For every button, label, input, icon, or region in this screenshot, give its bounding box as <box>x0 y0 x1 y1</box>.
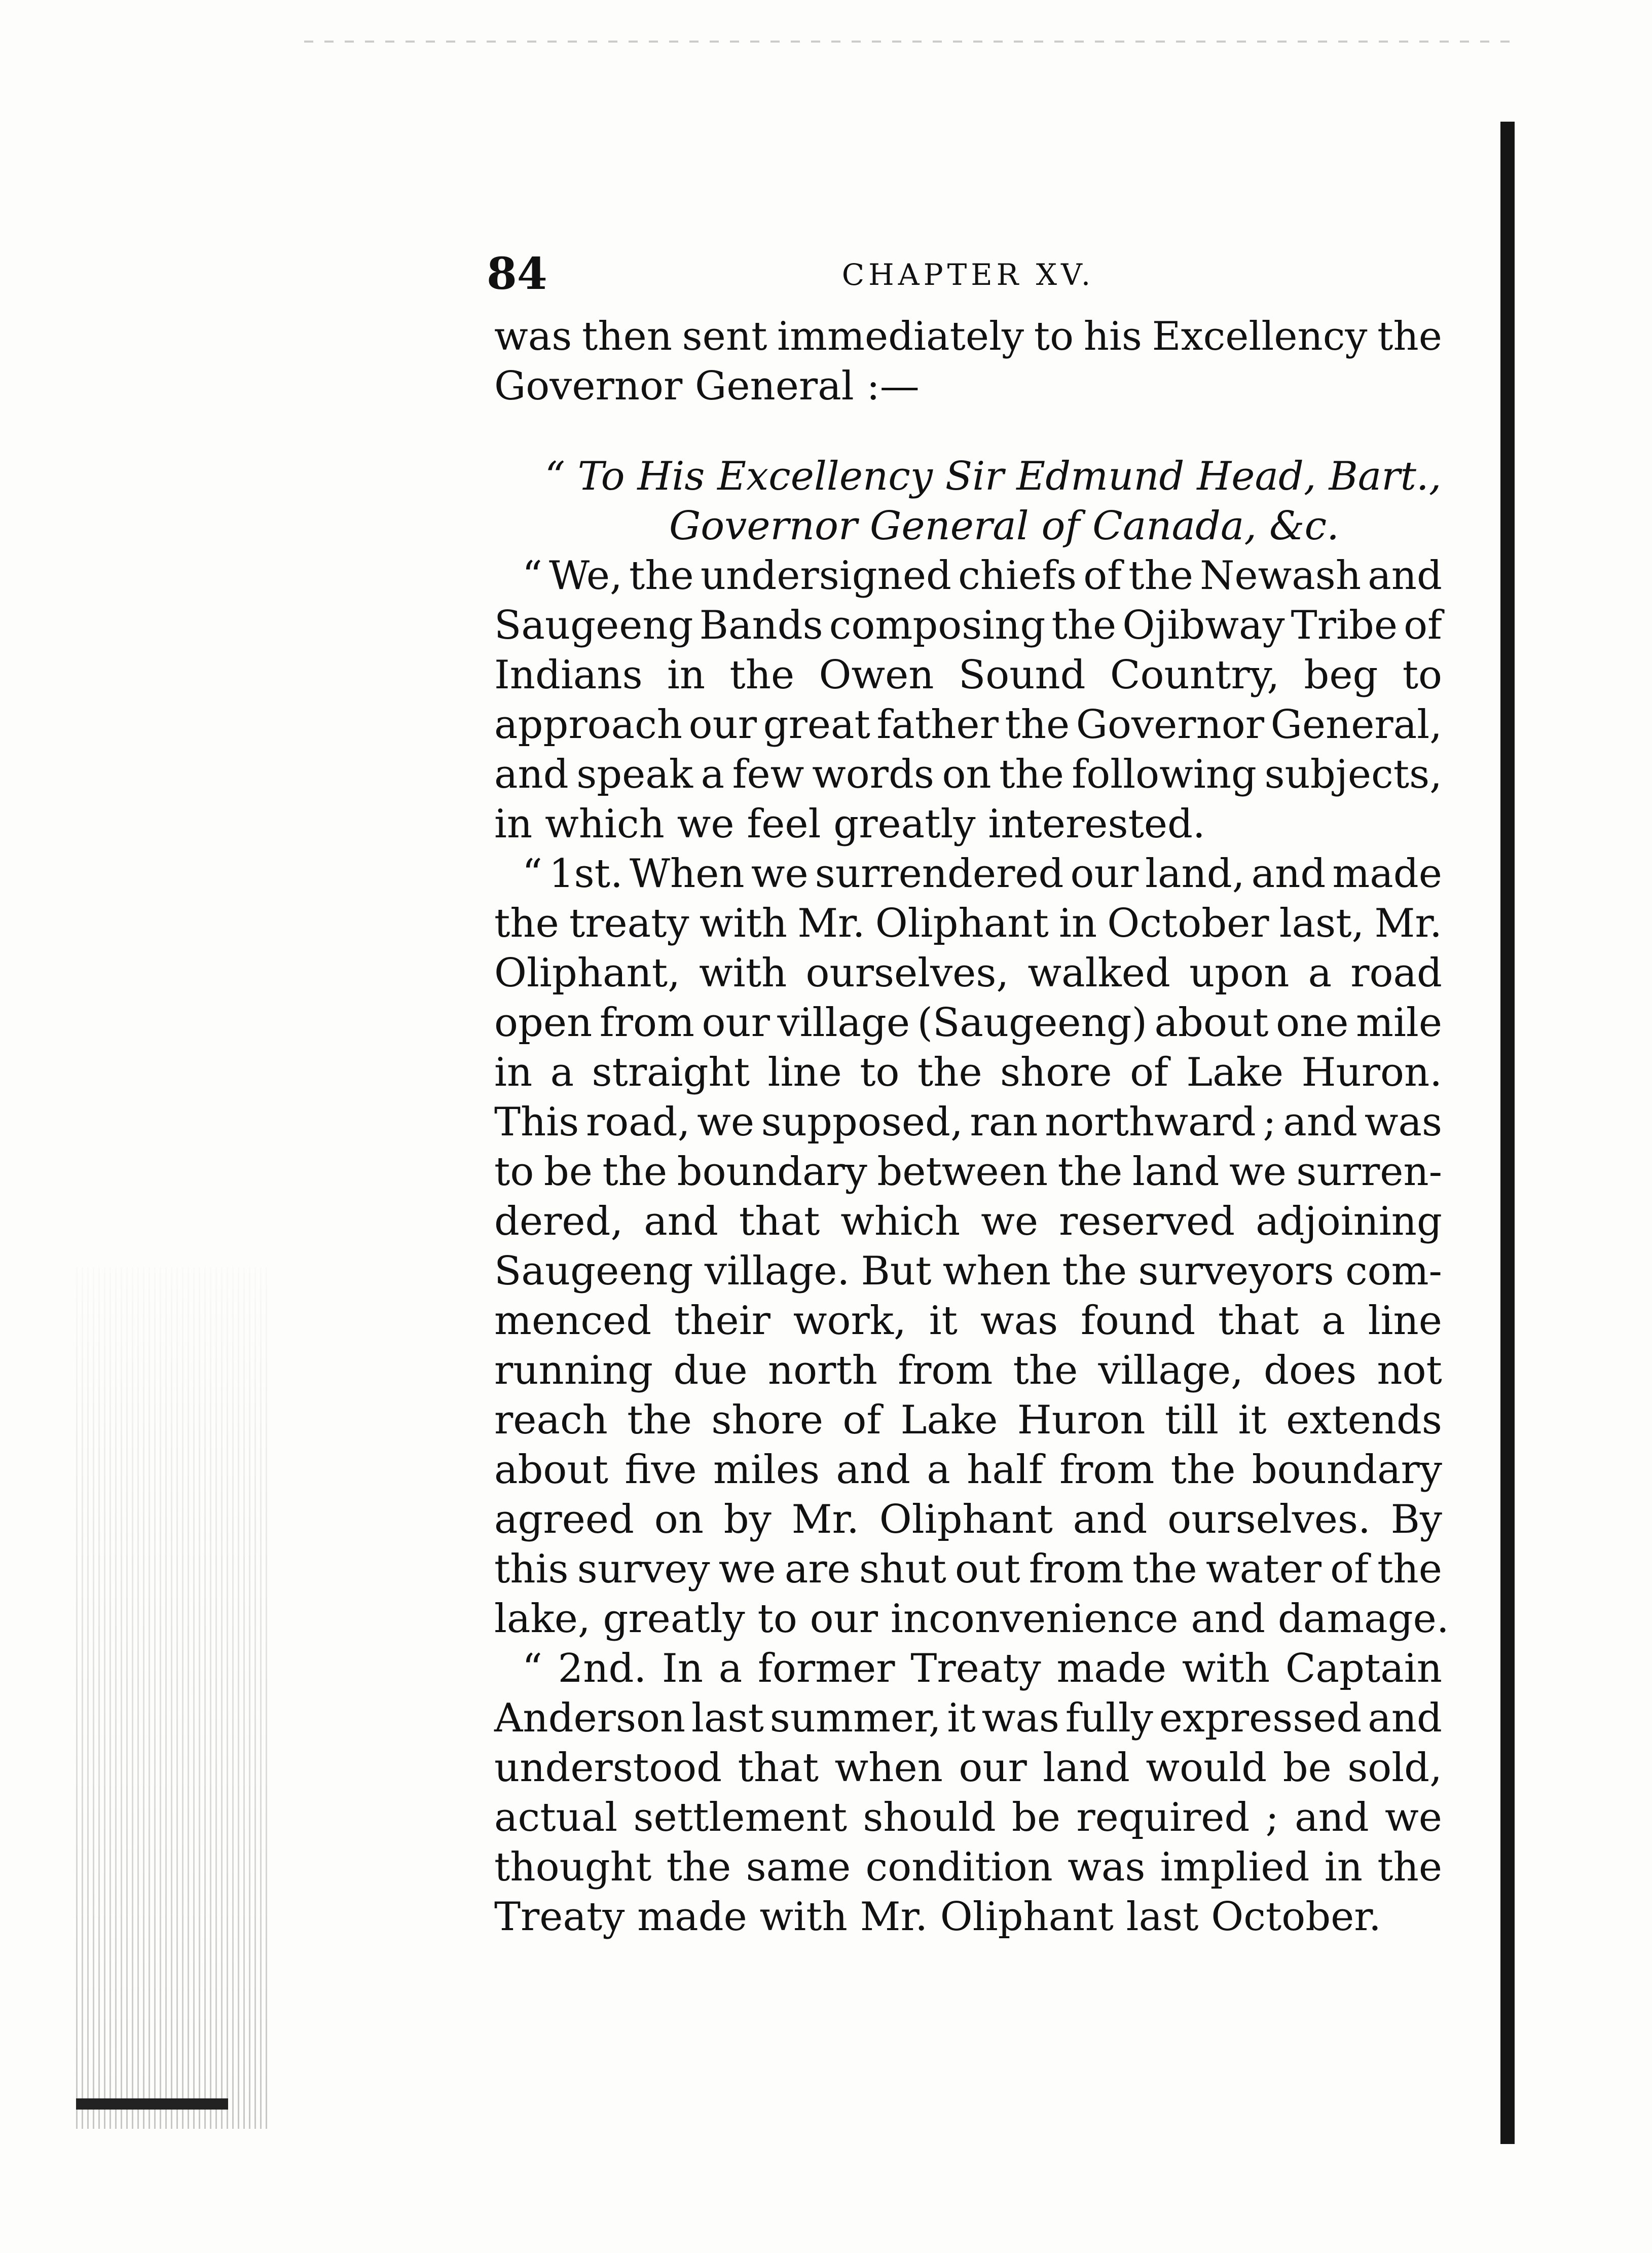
word: thought <box>494 1844 652 1890</box>
word: that <box>738 1745 819 1791</box>
word: shut <box>859 1546 946 1592</box>
word: reach <box>494 1397 608 1443</box>
word: October <box>1107 901 1269 946</box>
word: their <box>674 1298 770 1344</box>
word: line <box>767 1050 842 1095</box>
text-line <box>494 551 1442 601</box>
word: to <box>860 1050 900 1095</box>
word: a <box>927 1447 950 1493</box>
word: the <box>917 1050 982 1095</box>
word: his <box>1083 314 1142 359</box>
word: running <box>494 1348 653 1393</box>
text-line <box>494 750 1442 799</box>
word: from <box>1059 1447 1155 1493</box>
word: of <box>1404 603 1442 648</box>
word: one <box>1276 1000 1349 1046</box>
text-line <box>494 312 1442 361</box>
word: survey <box>577 1546 710 1592</box>
word: upon <box>1189 950 1290 996</box>
word: we <box>1384 1795 1442 1840</box>
word: Owen <box>819 652 934 698</box>
word: supposed, <box>761 1099 963 1145</box>
word: and <box>836 1447 911 1493</box>
word: we <box>718 1546 776 1592</box>
word: the <box>1132 1546 1197 1592</box>
word: Ojibway <box>1122 603 1285 648</box>
word: in <box>494 1050 533 1095</box>
word: the <box>629 553 694 599</box>
word: “ <box>522 1646 542 1691</box>
word: it <box>929 1298 958 1344</box>
word: Excellency <box>1152 314 1368 359</box>
word: was <box>1364 1099 1442 1145</box>
word: made <box>1332 851 1442 897</box>
word: understood <box>494 1745 722 1791</box>
word: ; <box>1263 1099 1276 1145</box>
word: we <box>981 1199 1039 1244</box>
word: miles <box>713 1447 820 1493</box>
word: this <box>494 1546 569 1592</box>
word: Huron <box>1017 1397 1146 1443</box>
word: Sound <box>958 652 1086 698</box>
word: Treaty <box>910 1646 1041 1691</box>
word: When <box>629 851 745 897</box>
word: chiefs <box>958 553 1077 599</box>
text-line <box>494 650 1442 700</box>
address-line: Governor General of Canada, &c. <box>669 503 1339 549</box>
scan-artifact-spine-edge <box>1500 122 1515 2144</box>
word: in <box>1058 901 1097 946</box>
word: same <box>746 1844 851 1890</box>
word: was <box>494 314 572 359</box>
word: open <box>494 1000 593 1046</box>
word: a <box>701 752 725 797</box>
word: beg <box>1304 652 1378 698</box>
word: the <box>1377 1844 1442 1890</box>
word: then <box>581 314 672 359</box>
word: our <box>959 1745 1027 1791</box>
text-line <box>494 601 1442 650</box>
word: the <box>729 652 795 698</box>
word: line <box>1368 1298 1442 1344</box>
word: Lake <box>1186 1050 1284 1095</box>
word: sent <box>682 314 767 359</box>
text-line <box>494 1197 1442 1246</box>
word: agreed <box>494 1497 634 1542</box>
word: from <box>1029 1546 1124 1592</box>
text-line <box>494 948 1442 998</box>
word: land <box>1132 1149 1220 1195</box>
page-header <box>487 243 1450 309</box>
word: This <box>494 1099 579 1145</box>
word: the <box>1013 1348 1078 1393</box>
word: dered, <box>494 1199 623 1244</box>
word: a <box>1308 950 1332 996</box>
word: Mr. <box>797 901 865 946</box>
word: when <box>942 1248 1051 1294</box>
word: 2nd. <box>558 1646 647 1691</box>
word: But <box>861 1248 932 1294</box>
word: village. <box>704 1248 850 1294</box>
word: immediately <box>777 314 1024 359</box>
word: the <box>1051 603 1117 648</box>
word: We, <box>549 553 622 599</box>
text-line <box>494 1445 1442 1495</box>
word: in <box>1324 1844 1363 1890</box>
text-line <box>494 1793 1442 1842</box>
word: that <box>739 1199 820 1244</box>
word: our <box>702 1000 770 1046</box>
word: and <box>1295 1795 1369 1840</box>
word: Bands <box>699 603 823 648</box>
word: boundary <box>1252 1447 1442 1493</box>
text-line <box>494 700 1442 750</box>
word: village, <box>1098 1348 1243 1393</box>
word: last <box>691 1695 764 1741</box>
word: which <box>840 1199 961 1244</box>
word: between <box>877 1149 1048 1195</box>
word: was <box>981 1695 1059 1741</box>
word: a <box>550 1050 574 1095</box>
word: found <box>1080 1298 1196 1344</box>
word: menced <box>494 1298 652 1344</box>
word: composing <box>829 603 1046 648</box>
word: and <box>494 752 569 797</box>
word: due <box>673 1348 748 1393</box>
word: road, <box>585 1099 690 1145</box>
word: the <box>999 752 1064 797</box>
word: shore <box>1000 1050 1112 1095</box>
word: “ <box>522 553 542 599</box>
word: surren- <box>1296 1149 1442 1195</box>
text-line <box>494 1842 1442 1892</box>
word: a <box>1321 1298 1345 1344</box>
word: Mr. <box>791 1497 859 1542</box>
text-line <box>494 1246 1442 1296</box>
word: walked <box>1027 950 1170 996</box>
word: it <box>1238 1397 1267 1443</box>
word: was <box>1068 1844 1146 1890</box>
word: last, <box>1279 901 1365 946</box>
text-line <box>494 1544 1442 1594</box>
word: extends <box>1286 1397 1442 1443</box>
word: village <box>777 1000 910 1046</box>
word: surrendered <box>815 851 1064 897</box>
text-line <box>494 1395 1442 1445</box>
word: by <box>723 1497 772 1542</box>
word: In <box>662 1646 704 1691</box>
word: land, <box>1145 851 1245 897</box>
word: the <box>1170 1447 1236 1493</box>
text-line <box>494 899 1442 948</box>
word: are <box>784 1546 851 1592</box>
word: few <box>732 752 804 797</box>
word: when <box>834 1745 943 1791</box>
word: treaty <box>569 901 689 946</box>
word: “ <box>522 851 542 897</box>
word: Indians <box>494 652 643 698</box>
word: ourselves, <box>805 950 1009 996</box>
word: Tribe <box>1291 603 1398 648</box>
word: northward <box>1045 1099 1256 1145</box>
word: be <box>1012 1795 1061 1840</box>
text-line: Treaty made with Mr. Oliphant last October. <box>494 1894 1381 1940</box>
word: be <box>543 1149 593 1195</box>
word: to <box>494 1149 534 1195</box>
word: Saugeeng <box>494 603 693 648</box>
word: from <box>898 1348 993 1393</box>
word: former <box>758 1646 895 1691</box>
word: and <box>1073 1497 1148 1542</box>
word: Oliphant <box>879 1497 1053 1542</box>
text-line <box>494 1048 1442 1097</box>
word: the <box>666 1844 731 1890</box>
text-line <box>494 1296 1442 1346</box>
word: the <box>1377 1546 1442 1592</box>
word: our <box>688 702 757 748</box>
word: Newash <box>1200 553 1362 599</box>
spacer <box>494 411 1442 452</box>
word: ran <box>970 1099 1038 1145</box>
running-head: CHAPTER XV. <box>841 257 1095 292</box>
word: subjects, <box>1264 752 1442 797</box>
word: made <box>1056 1646 1167 1691</box>
word: the <box>1377 314 1442 359</box>
word: settlement <box>633 1795 848 1840</box>
text-line <box>494 849 1442 899</box>
word: approach <box>494 702 683 748</box>
word: of <box>842 1397 882 1443</box>
word: Huron. <box>1301 1050 1442 1095</box>
word: great <box>763 702 870 748</box>
word: ourselves. <box>1167 1497 1371 1542</box>
word: work, <box>793 1298 906 1344</box>
body-text <box>494 312 1449 1942</box>
word: not <box>1377 1348 1442 1393</box>
word: with <box>699 901 788 946</box>
word: would <box>1146 1745 1267 1791</box>
word: road <box>1350 950 1442 996</box>
word: of <box>1330 1546 1369 1592</box>
word: north <box>767 1348 877 1393</box>
word: about <box>494 1447 608 1493</box>
word: of <box>1083 553 1122 599</box>
word: till <box>1164 1397 1219 1443</box>
word: land <box>1043 1745 1130 1791</box>
word: Oliphant <box>875 901 1049 946</box>
word: and <box>1368 553 1442 599</box>
word: that <box>1218 1298 1299 1344</box>
word: implied <box>1160 1844 1310 1890</box>
word: to <box>1402 652 1442 698</box>
word: father <box>876 702 999 748</box>
word: Country, <box>1110 652 1280 698</box>
word: and <box>1283 1099 1358 1145</box>
word: the <box>602 1149 668 1195</box>
word: Oliphant, <box>494 950 680 996</box>
word: straight <box>592 1050 750 1095</box>
word: following <box>1072 752 1257 797</box>
word: Captain <box>1285 1646 1442 1691</box>
word: By <box>1390 1497 1442 1542</box>
text-line <box>494 1644 1442 1693</box>
word: and <box>1368 1695 1442 1741</box>
word: the <box>1005 702 1070 748</box>
word: about <box>1154 1000 1269 1046</box>
text-line <box>494 1097 1442 1147</box>
text-line: lake, greatly to our inconvenience and damage. <box>494 1596 1449 1642</box>
word: summer, <box>769 1695 941 1741</box>
word: to <box>1034 314 1074 359</box>
word: 1st. <box>548 851 623 897</box>
word: be <box>1282 1745 1332 1791</box>
word: it <box>947 1695 976 1741</box>
word: actual <box>494 1795 618 1840</box>
word: the <box>627 1397 692 1443</box>
text-line <box>494 1743 1442 1793</box>
word: sold, <box>1347 1745 1442 1791</box>
word: adjoining <box>1256 1199 1442 1244</box>
word: condition <box>865 1844 1053 1890</box>
word: out <box>955 1546 1020 1592</box>
word: com- <box>1345 1248 1442 1294</box>
word: mile <box>1355 1000 1442 1046</box>
word: Governor <box>1076 702 1264 748</box>
scan-artifact-left-margin <box>76 1267 269 2129</box>
word: surveyors <box>1138 1248 1334 1294</box>
word: expressed <box>1159 1695 1362 1741</box>
text-line <box>494 998 1442 1048</box>
word: Saugeeng <box>494 1248 693 1294</box>
word: we <box>751 851 809 897</box>
text-line <box>494 1693 1442 1743</box>
address-line: “ To His Excellency Sir Edmund Head, Bart., <box>545 454 1442 499</box>
word: shore <box>711 1397 824 1443</box>
word: Mr. <box>1374 901 1442 946</box>
scan-artifact-top <box>304 41 1521 43</box>
word: ; <box>1265 1795 1279 1840</box>
word: on <box>654 1497 704 1542</box>
word: should <box>863 1795 996 1840</box>
word: the <box>494 901 559 946</box>
word: required <box>1076 1795 1250 1840</box>
word: from <box>599 1000 694 1046</box>
word: we <box>697 1099 755 1145</box>
text-line <box>494 1346 1442 1395</box>
word: in <box>667 652 706 698</box>
word: we <box>1229 1149 1287 1195</box>
word: water <box>1205 1546 1321 1592</box>
word: on <box>942 752 992 797</box>
word: with <box>1182 1646 1270 1691</box>
text-line <box>494 1147 1442 1197</box>
word: General, <box>1270 702 1442 748</box>
word: the <box>1057 1149 1123 1195</box>
page-number: 84 <box>487 248 547 300</box>
word: does <box>1264 1348 1357 1393</box>
word: speak <box>576 752 693 797</box>
scan-artifact-bottom-left <box>76 2098 228 2110</box>
word: and <box>1251 851 1326 897</box>
word: boundary <box>677 1149 867 1195</box>
word: the <box>1128 553 1193 599</box>
word: and <box>644 1199 718 1244</box>
word: was <box>980 1298 1058 1344</box>
word: half <box>967 1447 1043 1493</box>
word: a <box>718 1646 743 1691</box>
word: with <box>699 950 787 996</box>
word: reserved <box>1059 1199 1235 1244</box>
word: the <box>1062 1248 1127 1294</box>
word: undersigned <box>700 553 951 599</box>
word: our <box>1070 851 1139 897</box>
word: Lake <box>900 1397 998 1443</box>
word: fully <box>1065 1695 1153 1741</box>
word: (Saugeeng) <box>917 1000 1147 1046</box>
text-line <box>494 1495 1442 1544</box>
word: Anderson <box>494 1695 686 1741</box>
word: five <box>625 1447 697 1493</box>
text-line: in which we feel greatly interested. <box>494 801 1205 847</box>
text-line: Governor General :— <box>494 363 920 409</box>
word: of <box>1130 1050 1168 1095</box>
word: words <box>812 752 934 797</box>
